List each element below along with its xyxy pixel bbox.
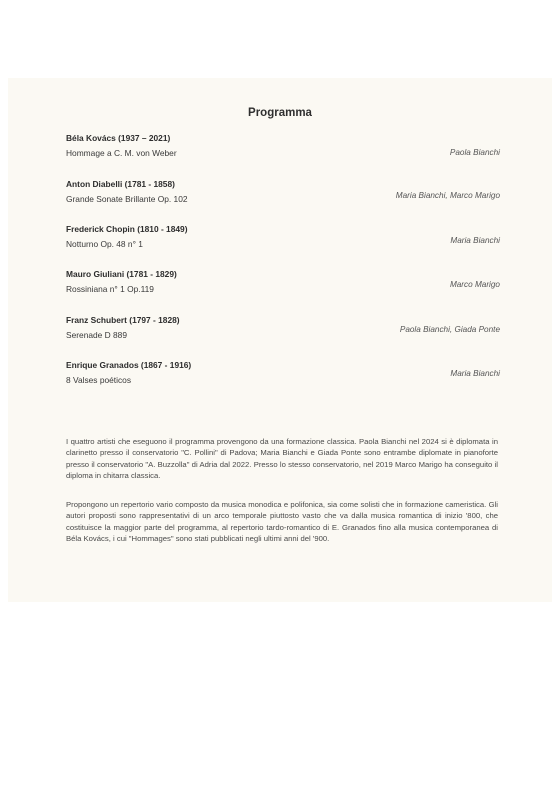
page-title: Programma bbox=[248, 107, 312, 119]
repertoire-paragraph: Propongono un repertorio vario composto da musica monodica e polifonica, sia come solisti che in formazione cameristica. Gli autori proposti sono rappresentativi di un arco temporale piuttosto vasto che va dalla musica romantica di inizio '800, che costituisce la maggior parte del programma, al repertorio tardo-romantico di E. Granados fino alla musica contemporanea di Béla Kovács, i cui "Hommages" sono stati pubblicati negli ultimi anni del '900. bbox=[66, 500, 498, 544]
piece-title: Rossiniana n° 1 Op.119 bbox=[66, 284, 154, 294]
program-entry bbox=[66, 269, 500, 305]
composer-name: Franz Schubert (1797 - 1828) bbox=[66, 315, 180, 325]
piece-title: Grande Sonate Brillante Op. 102 bbox=[66, 194, 188, 204]
program-entry bbox=[66, 224, 500, 260]
performers: Maria Bianchi bbox=[450, 369, 500, 378]
artists-paragraph: I quattro artisti che eseguono il programma provengono da una formazione classica. Paola Bianchi nel 2024 si è diplomata in clarinetto presso il conservatorio "C. Pollini" di Padova; Maria Bianchi e Giada Ponte sono entrambe diplomate in pianoforte presso il conservatorio "A. Buzzolla" di Adria dal 2022. Presso lo stesso conservatorio, nel 2019 Marco Marigo ha conseguito il diploma in chitarra classica. bbox=[66, 437, 498, 481]
performers: Maria Bianchi bbox=[450, 236, 500, 245]
performers: Paola Bianchi bbox=[449, 148, 500, 157]
program-entry bbox=[66, 133, 500, 169]
performers: Maria Bianchi, Marco Marigo bbox=[395, 191, 500, 200]
composer-name: Frederick Chopin (1810 - 1849) bbox=[66, 224, 188, 234]
composer-name: Mauro Giuliani (1781 - 1829) bbox=[66, 269, 177, 279]
performers: Paola Bianchi, Giada Ponte bbox=[399, 325, 500, 334]
program-entry bbox=[66, 360, 500, 396]
piece-title: Hommage a C. M. von Weber bbox=[66, 148, 177, 158]
piece-title: 8 Valses poéticos bbox=[66, 375, 132, 385]
piece-title: Serenade D 889 bbox=[66, 330, 127, 340]
program-entry bbox=[66, 179, 500, 215]
composer-name: Enrique Granados (1867 - 1916) bbox=[66, 360, 192, 370]
piece-title: Notturno Op. 48 n° 1 bbox=[66, 239, 143, 249]
program-entry bbox=[66, 315, 500, 351]
composer-name: Béla Kovács (1937 – 2021) bbox=[66, 133, 171, 143]
composer-name: Anton Diabelli (1781 - 1858) bbox=[66, 179, 175, 189]
performers: Marco Marigo bbox=[449, 280, 500, 289]
